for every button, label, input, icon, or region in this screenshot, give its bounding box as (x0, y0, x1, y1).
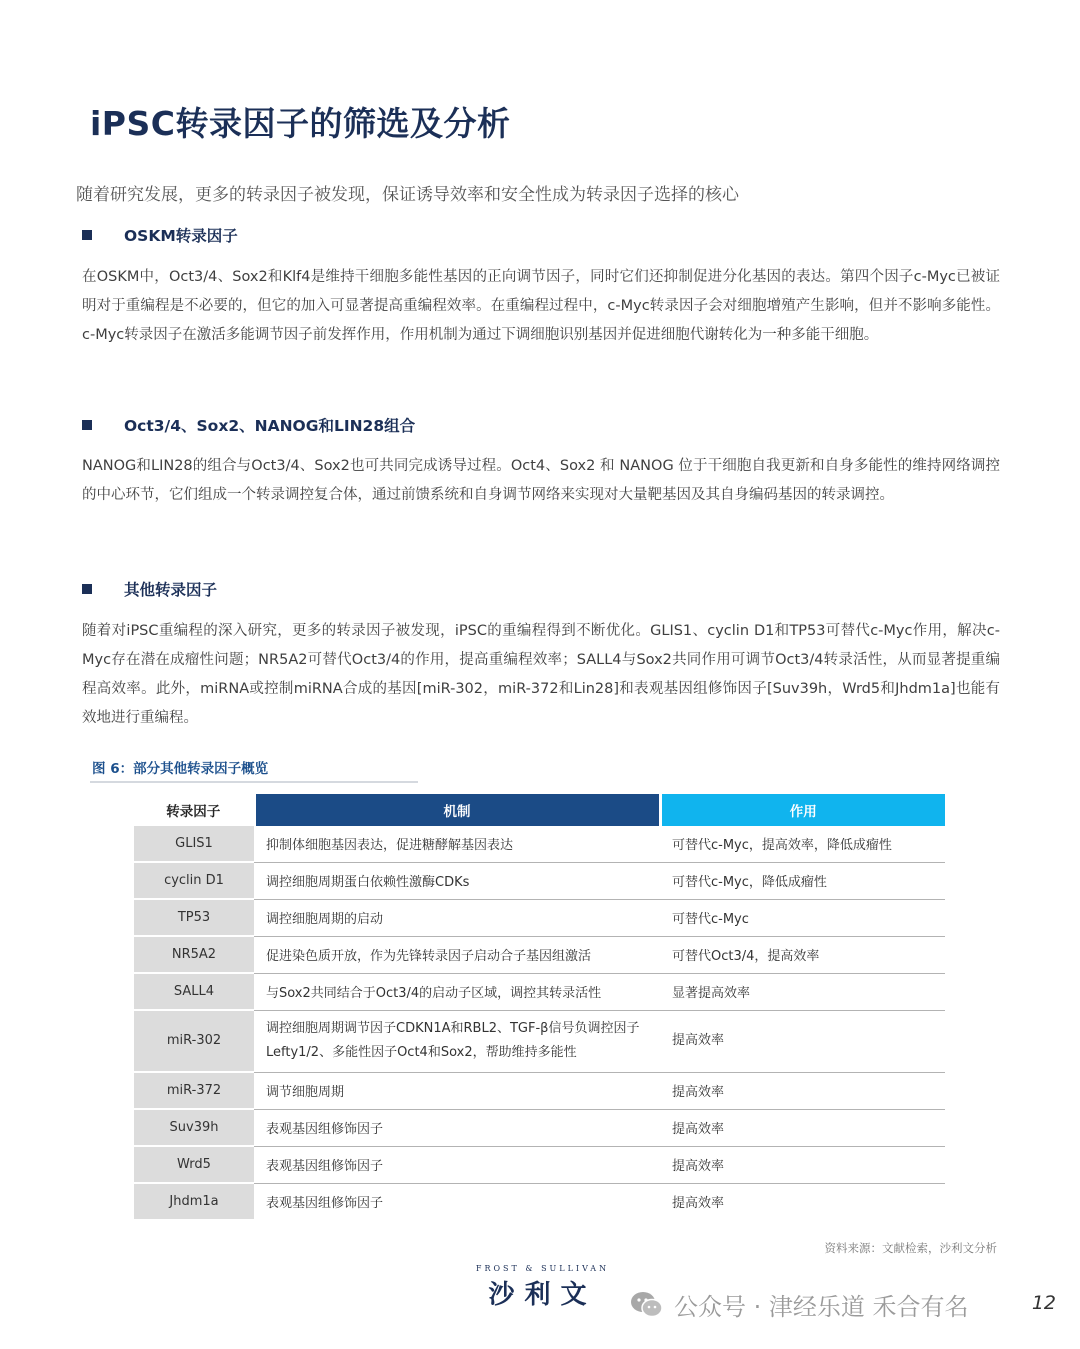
section-heading-oskm (82, 224, 238, 246)
square-bullet-icon (82, 420, 92, 430)
table-row (134, 862, 945, 899)
header-mechanism: 机制 (254, 794, 660, 826)
section-heading-combination (82, 414, 415, 436)
figure-caption: 图 6：部分其他转录因子概览 (92, 761, 269, 777)
wechat-watermark (630, 1287, 969, 1322)
logo-chinese-text: 沙利文 (488, 1280, 597, 1310)
factor-cell: SALL4 (134, 973, 254, 1010)
factor-cell: miR-372 (134, 1072, 254, 1109)
effect-cell: 可替代c-Myc，提高效率，降低成瘤性 (660, 826, 945, 862)
page-title: iPSC转录因子的筛选及分析 (90, 104, 511, 143)
mechanism-cell: 调节细胞周期 (254, 1072, 660, 1109)
table-row (134, 1183, 945, 1219)
effect-cell: 显著提高效率 (660, 973, 945, 1010)
watermark-text: 公众号 · 津经乐道 禾合有名 (674, 1293, 969, 1321)
mechanism-cell: 调控细胞周期调节因子CDKN1A和RBL2、TGF-β信号负调控因子Lefty1/2、多能性因子Oct4和Sox2，帮助维持多能性 (254, 1010, 660, 1072)
caption-divider (90, 781, 418, 783)
effect-cell: 可替代Oct3/4，提高效率 (660, 936, 945, 973)
section-paragraph-oskm: 在OSKM中，Oct3/4、Sox2和Klf4是维持干细胞多能性基因的正向调节因子，同时它们还抑制促进分化基因的表达。第四个因子c-Myc已被证明对于重编程是不必要的，但它的加入可显著提高重编程效率。在重编程过程中，c-Myc转录因子会对细胞增殖产生影响，但并不影响多能性。c-Myc转录因子在激活多能调节因子前发挥作用，作用机制为通过下调细胞识别基因并促进细胞代谢转化为一种多能干细胞。 (82, 269, 1000, 343)
section-paragraph-other: 随着对iPSC重编程的深入研究，更多的转录因子被发现，iPSC的重编程得到不断优化。GLIS1、cyclin D1和TP53可替代c-Myc作用，解决c-Myc存在潜在成瘤性问题；NR5A2可替代Oct3/4的作用，提高重编程效率；SALL4与Sox2共同作用可调节Oct3/4转录活性，从而显著提重编程高效率。此外，miRNA或控制miRNA合成的基因[miR-302，miR-372和Lin28]和表观基因组修饰因子[Suv39h，Wrd5和Jhdm1a]也能有效地进行重编程。 (82, 623, 1000, 726)
wechat-icon (630, 1291, 664, 1319)
mechanism-cell: 调控细胞周期蛋白依赖性激酶CDKs (254, 862, 660, 899)
effect-cell: 提高效率 (660, 1010, 945, 1072)
mechanism-cell: 表观基因组修饰因子 (266, 1195, 384, 1211)
factor-cell: Wrd5 (134, 1146, 254, 1183)
mechanism-cell: 表观基因组修饰因子 (254, 1109, 660, 1146)
table-row (134, 936, 945, 973)
effect-cell: 提高效率 (660, 1109, 945, 1146)
logo-english-text: FROST & SULLIVAN (475, 1264, 610, 1273)
effect-cell: 提高效率 (660, 1146, 945, 1183)
section-heading-text: OSKM转录因子 (124, 227, 238, 245)
factor-cell: miR-302 (134, 1010, 254, 1072)
effect-cell: 可替代c-Myc，降低成瘤性 (660, 862, 945, 899)
mechanism-cell: 与Sox2共同结合于Oct3/4的启动子区域，调控其转录活性 (254, 973, 660, 1010)
factor-cell: NR5A2 (134, 936, 254, 973)
table-row (134, 1146, 945, 1183)
table-row (134, 973, 945, 1010)
table-row (134, 1010, 945, 1072)
table-row (134, 899, 945, 936)
square-bullet-icon (82, 230, 92, 240)
section-heading-text: Oct3/4、Sox2、NANOG和LIN28组合 (124, 417, 416, 435)
page-subtitle: 随着研究发展，更多的转录因子被发现，保证诱导效率和安全性成为转录因子选择的核心 (76, 185, 739, 205)
page-number: 12 (1031, 1292, 1056, 1314)
table-header-row (134, 794, 945, 826)
mechanism-cell: 促进染色质开放，作为先锋转录因子启动合子基因组激活 (254, 936, 660, 973)
factor-cell: GLIS1 (134, 826, 254, 862)
section-paragraph-combination: NANOG和LIN28的组合与Oct3/4、Sox2也可共同完成诱导过程。Oct4、Sox2 和 NANOG 位于干细胞自我更新和自身多能性的维持网络调控的中心环节，它们组成一个转录调控复合体，通过前馈系统和自身调节网络来实现对大量靶基因及其自身编码基因的转录调控。 (82, 458, 1000, 503)
effect-cell: 提高效率 (672, 1195, 725, 1211)
source-note: 资料来源：文献检索，沙利文分析 (824, 1241, 997, 1255)
header-effect: 作用 (660, 794, 945, 826)
factor-cell: cyclin D1 (134, 862, 254, 899)
section-heading-other (82, 578, 217, 600)
section-heading-text: 其他转录因子 (124, 581, 218, 599)
square-bullet-icon (82, 584, 92, 594)
factor-cell: Jhdm1a (134, 1183, 254, 1219)
factor-cell: Suv39h (134, 1109, 254, 1146)
factor-cell: TP53 (134, 899, 254, 936)
effect-cell: 可替代c-Myc (660, 899, 945, 936)
transcription-factor-table (134, 794, 945, 1219)
header-factor: 转录因子 (134, 794, 254, 826)
table-row (134, 826, 945, 862)
table-row (134, 1109, 945, 1146)
mechanism-cell: 调控细胞周期的启动 (254, 899, 660, 936)
table-row (134, 1072, 945, 1109)
effect-cell: 提高效率 (660, 1072, 945, 1109)
mechanism-cell: 表观基因组修饰因子 (254, 1146, 660, 1183)
frost-sullivan-logo (470, 1264, 615, 1311)
mechanism-cell: 抑制体细胞基因表达，促进糖酵解基因表达 (254, 826, 660, 862)
